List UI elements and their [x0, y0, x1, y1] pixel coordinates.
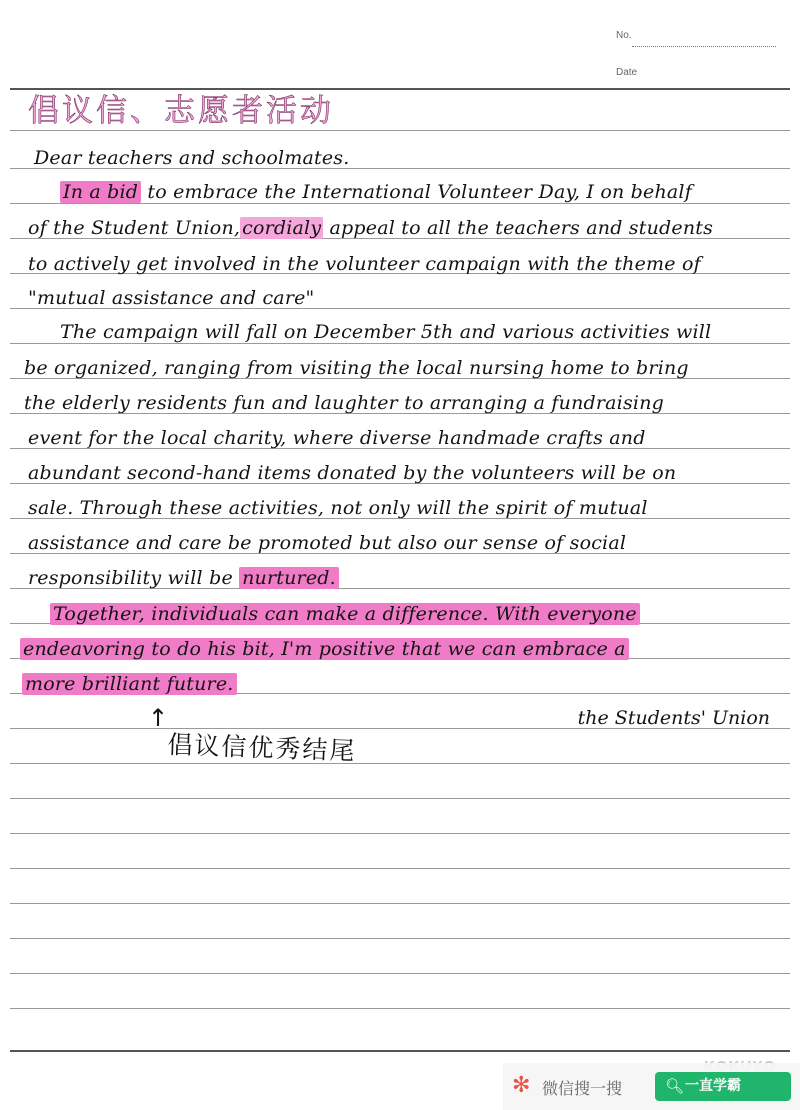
paragraph-2-line-3: the elderly residents fun and laughter to arranging a fundraising	[24, 392, 664, 414]
handwritten-note: 倡议信优秀结尾	[166, 730, 357, 766]
rule-line	[10, 903, 790, 904]
wechat-search-logo-icon: ✻	[512, 1073, 531, 1098]
highlight-sentence: more brilliant future.	[22, 673, 237, 695]
highlight-word: nurtured.	[239, 567, 339, 589]
bottom-rule	[10, 1050, 790, 1052]
paragraph-2-line-2: be organized, ranging from visiting the local nursing home to bring	[24, 357, 689, 379]
top-rule	[10, 88, 790, 90]
paragraph-1-line-2	[28, 216, 713, 240]
paragraph-2-line-6: sale. Through these activities, not only will the spirit of mutual	[28, 497, 648, 519]
rule-line	[10, 833, 790, 834]
rule-line	[10, 973, 790, 974]
rule-line	[10, 763, 790, 764]
no-label: No.	[616, 30, 632, 41]
watermark-text: 微信搜一搜	[542, 1079, 623, 1098]
paragraph-2-line-8	[28, 566, 339, 590]
watermark-search-button[interactable]	[655, 1072, 791, 1101]
rule-line	[10, 130, 790, 131]
rule-line	[10, 868, 790, 869]
rule-line	[10, 938, 790, 939]
text-span: appeal to all the teachers and students	[323, 217, 714, 239]
signature: the Students' Union	[577, 707, 770, 729]
highlight-sentence: endeavoring to do his bit, I'm positive that we can embrace a	[20, 638, 629, 660]
arrow-up-icon: ↑	[148, 704, 169, 732]
rule-line	[10, 798, 790, 799]
paragraph-2-line-1: The campaign will fall on December 5th and various activities will	[60, 321, 712, 343]
highlight-sentence: Together, individuals can make a difference. With everyone	[50, 603, 640, 625]
paragraph-2-line-4: event for the local charity, where diverse handmade crafts and	[28, 427, 646, 449]
paragraph-2-line-7: assistance and care be promoted but also our sense of social	[28, 532, 627, 554]
paragraph-3-line-2	[20, 637, 629, 661]
paragraph-3-line-3	[22, 672, 237, 696]
highlight-word: cordialy	[242, 217, 322, 239]
paragraph-1-line-3: to actively get involved in the volunteer campaign with the theme of	[28, 253, 701, 275]
highlight-phrase: In a bid	[60, 181, 141, 203]
paragraph-1-line-4: "mutual assistance and care"	[28, 287, 315, 309]
text-span: to embrace the International Volunteer Day, I on behalf	[141, 181, 692, 203]
rule-line	[10, 1008, 790, 1009]
watermark-button-label: 一直学霸	[685, 1078, 741, 1094]
text-span: of the Student Union,	[28, 217, 241, 239]
page-title: 倡议信、志愿者活动	[28, 93, 334, 129]
paragraph-3-line-1	[50, 602, 640, 626]
date-label: Date	[616, 67, 638, 78]
no-dotted-line	[632, 46, 776, 47]
text-span: responsibility will be	[28, 567, 240, 589]
salutation: Dear teachers and schoolmates.	[34, 147, 350, 169]
paragraph-2-line-5: abundant second-hand items donated by the volunteers will be on	[28, 462, 677, 484]
search-icon: 🔍︎	[665, 1077, 685, 1095]
paragraph-1-line-1	[60, 180, 692, 204]
